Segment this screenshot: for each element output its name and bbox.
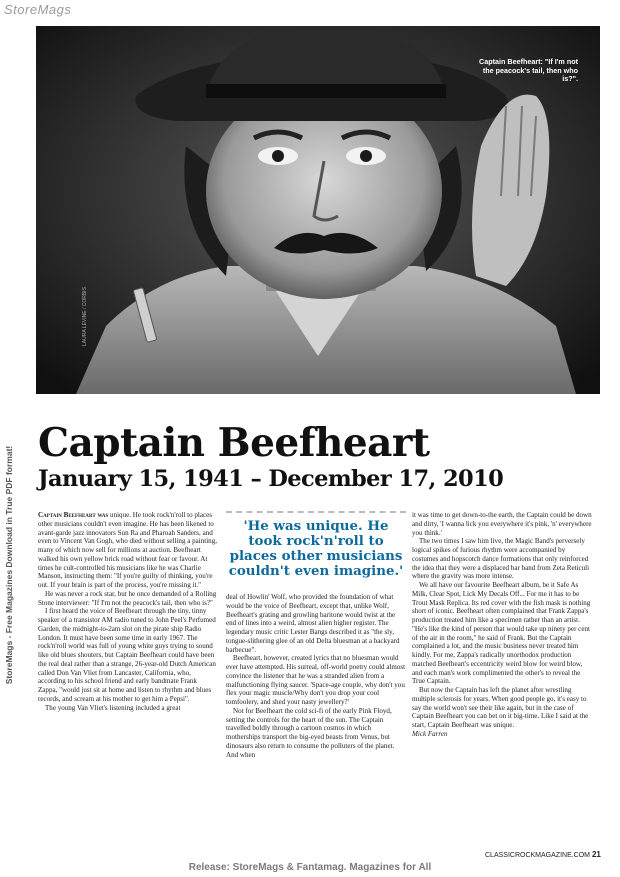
paragraph: I first heard the voice of Beefheart through the tiny, tinny speaker of a transistor AM radio tuned to John Peel's Perfumed Garden, the midnight-to-2am slot on the pirate ship Radio London. It must have been some time in early 1967. The rock'n'roll world was full of young white guys trying to sound like old blues shouters, but Captain Beefheart could have been the real deal rather than a strange, 26-year-old Dutch American called Don Van Vliet from Lancaster, California, who, according to his school friend and early bandmate Frank Zappa, "would just sit at home and listen to rhythm and blues records, and scream at his mother to get him a Pepsi". [38,607,216,703]
paragraph: deal of Howlin' Wolf, who provided the foundation of what would be the voice of Beefheart, except that, unlike Wolf, Beefheart's grating and growling baritone would twist at the end of lines into a weird, almost alien higher register. The legendary music critic Lester Bangs described it as "the sly, tongue-slithering glee of an old Delta bluesman at a backyard barbecue". [226,593,400,654]
paragraph [38,511,218,590]
page-number: 21 [591,850,601,859]
release-footer: Release: StoreMags & Fantamag. Magazines for All [188,862,432,873]
paragraph: But now the Captain has left the planet after wrestling multiple sclerosis for years. When good people go, it's easy to say the world won't see their like again, but in the case of Captain Beefheart you can bet on it big-time. Like I said at the start, Captain Beefheart was unique. [412,686,589,729]
article-column-3 [412,511,592,739]
paragraph: He was never a rock star, but he once demanded of a Rolling Stone interviewer: "If I'm not the peacock's tail, then who is?" [38,589,217,607]
paragraph: We all have our favourite Beefheart album, be it Safe As Milk, Clear Spot, Lick My Decals Off... For me it has to be Trout Mask Replica. Its red cover with the fish mask is nothing short of iconic. Beefheart often complained that Frank Zappa's production treated him like a specimen rather than an artist. "He's like the kind of person that would take up ninety per cent of the air in the room," he said of Frank. But the Captain complained a lot, and the music business never treated him kindly. For me, Zappa's radically unorthodox production matched Beefheart's eccentricity weird blow for weird blow, and each man's work complimented the other's to reveal the True Captain. [412,581,591,686]
pull-quote [226,511,406,587]
paragraph: The young Van Vliet's listening included a great [45,703,181,712]
article-column-2 [226,511,406,759]
article-column-1 [38,511,218,712]
side-watermark: StoreMags - Free Magazines Download in True PDF format! [4,445,14,685]
paragraph: Beefheart, however, created lyrics that no bluesman would ever have attempted. His surreal, off-world poetry could almost convince the listener that he was a stranded alien from a malfunctioning flying saucer. 'Space-age couple, why don't you flex your magic muscle/Why don't you drop your cool tomfoolery, and shed your nasty jewellery?' [226,654,406,706]
top-watermark: StoreMags [4,2,72,17]
pull-quote-text: 'He was unique. He took rock'n'roll to places other musicians couldn't even imagine.' [228,518,404,579]
paragraph: it was time to get down-to-the earth, the Captain could be down and dirty, 'I wanna lick you everywhere it's pink, 'n' everywhere you think.' [412,511,592,537]
page-folio [485,850,601,859]
lead-in: Captain Beefheart was [38,511,109,519]
paragraph: The two times I saw him live, the Magic Band's perversely logical spikes of furious rhythm were accompanied by costumes and hopscotch dance formations that only reinforced the idea that they were a displaced bar band from Zeta Reticuli where the gravity was more intense. [412,537,590,581]
paragraph: Not for Beefheart the cold sci-fi of the early Pink Floyd, setting the controls for the heart of the sun. The Captain travelled boldly through a cartoon cosmos in which motherships transport the big-eyed beasts from Venus, but dinosaurs also return to consume the polluters of the planet. And when [226,706,395,759]
obituary-dates: January 15, 1941 – December 17, 2010 [38,466,504,492]
portrait-photo [36,26,600,394]
folio-site: CLASSICROCKMAGAZINE.COM [485,852,591,859]
obituary-title: Captain Beefheart [38,420,430,466]
paragraph-text: unique. He took rock'n'roll to places other musicians couldn't even imagine. He has been likened to avant-garde jazz innovators Sun Ra and Pharoah Sanders, and even to Vincent Van Gogh, who died without selling a painting, many of which now sell for millions at auction. Beefheart walked his own yellow brick road without fear or favour. At times he cult-controlled his musicians like he was Charlie Manson, instructing them: "If you're guilty of thinking, you're out. If your brain is part of the process, you're missing it." [38,511,217,589]
photo-caption: Captain Beefheart: "If I'm not the peacock's tail, then who is?". [479,57,578,84]
photo-credit: LAURA LEVINE / CORBIS [82,287,88,346]
author-signoff: Mick Farren [412,729,448,738]
